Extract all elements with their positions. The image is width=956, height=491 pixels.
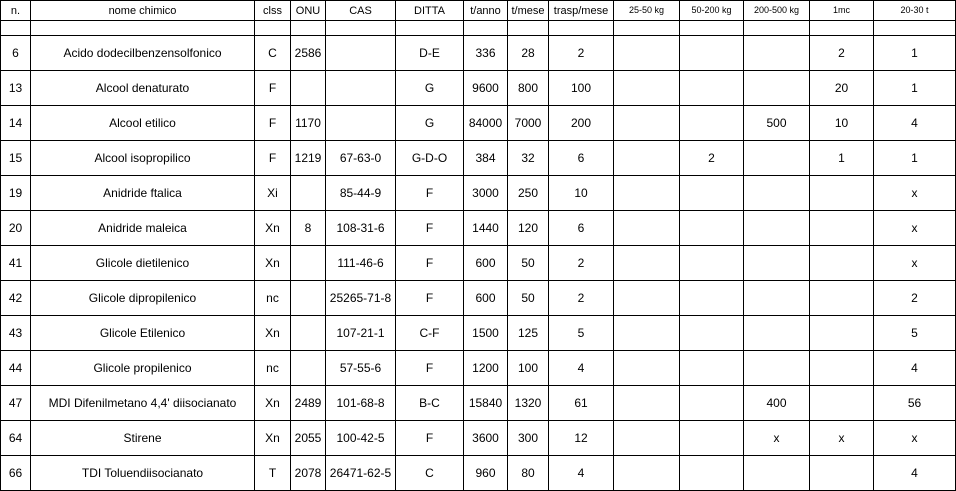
cell-200-500-kg — [744, 456, 810, 491]
cell-ditta: D-E — [396, 36, 464, 71]
col-header-trasp-mese: trasp/mese — [549, 1, 614, 21]
cell-200-500-kg: 400 — [744, 386, 810, 421]
cell-1mc — [810, 211, 874, 246]
col-header-nome-chimico: nome chimico — [31, 1, 255, 21]
cell-trasp-mese: 6 — [549, 141, 614, 176]
table-row — [1, 386, 956, 421]
cell-clss: Xn — [255, 421, 291, 456]
cell-1mc — [810, 351, 874, 386]
cell-50-200-kg — [680, 456, 744, 491]
cell-t-mese: 32 — [508, 141, 549, 176]
cell-onu: 2078 — [291, 456, 326, 491]
cell-50-200-kg — [680, 281, 744, 316]
col-header-200-500-kg: 200-500 kg — [744, 1, 810, 21]
cell-50-200-kg — [680, 211, 744, 246]
cell-20-30-t: 2 — [874, 281, 956, 316]
cell-cas: 85-44-9 — [326, 176, 396, 211]
cell-t-anno: 1440 — [464, 211, 508, 246]
cell-20-30-t: x — [874, 211, 956, 246]
col-header-1mc: 1mc — [810, 1, 874, 21]
table-row — [1, 176, 956, 211]
table-row — [1, 456, 956, 491]
cell-n: 42 — [1, 281, 31, 316]
col-header-25-50-kg: 25-50 kg — [614, 1, 680, 21]
cell-nome-chimico: Alcool etilico — [31, 106, 255, 141]
cell-clss: F — [255, 71, 291, 106]
cell-25-50-kg — [614, 281, 680, 316]
cell-n: 14 — [1, 106, 31, 141]
cell-20-30-t: 4 — [874, 106, 956, 141]
cell-20-30-t: 1 — [874, 141, 956, 176]
cell-ditta: G — [396, 106, 464, 141]
cell-50-200-kg — [680, 71, 744, 106]
cell-ditta: C — [396, 456, 464, 491]
cell-cas: 25265-71-8 — [326, 281, 396, 316]
cell-t-mese: 7000 — [508, 106, 549, 141]
cell-cas: 100-42-5 — [326, 421, 396, 456]
cell-cas — [326, 106, 396, 141]
table-row — [1, 141, 956, 176]
cell-cas — [326, 71, 396, 106]
cell-n: 43 — [1, 316, 31, 351]
cell-clss: nc — [255, 351, 291, 386]
cell-t-anno: 600 — [464, 246, 508, 281]
cell-200-500-kg — [744, 351, 810, 386]
cell-25-50-kg — [614, 36, 680, 71]
cell-25-50-kg — [614, 351, 680, 386]
cell-nome-chimico: Glicole propilenico — [31, 351, 255, 386]
cell-trasp-mese: 6 — [549, 211, 614, 246]
cell-20-30-t: 4 — [874, 351, 956, 386]
cell-25-50-kg — [614, 456, 680, 491]
cell-onu — [291, 71, 326, 106]
cell-clss: nc — [255, 281, 291, 316]
cell-25-50-kg — [614, 246, 680, 281]
col-header-clss: clss — [255, 1, 291, 21]
cell-cas: 26471-62-5 — [326, 456, 396, 491]
cell-25-50-kg — [614, 211, 680, 246]
cell-200-500-kg — [744, 316, 810, 351]
col-header-cas: CAS — [326, 1, 396, 21]
cell-1mc: 2 — [810, 36, 874, 71]
cell-clss: C — [255, 36, 291, 71]
cell-t-anno: 1200 — [464, 351, 508, 386]
cell-t-mese: 250 — [508, 176, 549, 211]
cell-200-500-kg: 500 — [744, 106, 810, 141]
cell-ditta: F — [396, 351, 464, 386]
cell-onu — [291, 246, 326, 281]
cell-onu: 8 — [291, 211, 326, 246]
cell-onu — [291, 316, 326, 351]
cell-t-anno: 336 — [464, 36, 508, 71]
cell-20-30-t: x — [874, 246, 956, 281]
cell-nome-chimico: Anidride ftalica — [31, 176, 255, 211]
cell-25-50-kg — [614, 176, 680, 211]
cell-onu — [291, 281, 326, 316]
cell-ditta: B-C — [396, 386, 464, 421]
cell-20-30-t: 56 — [874, 386, 956, 421]
cell-trasp-mese: 2 — [549, 281, 614, 316]
table-row — [1, 71, 956, 106]
cell-50-200-kg: 2 — [680, 141, 744, 176]
col-header-n: n. — [1, 1, 31, 21]
table-row — [1, 421, 956, 456]
cell-t-anno: 3600 — [464, 421, 508, 456]
cell-n: 47 — [1, 386, 31, 421]
cell-cas: 67-63-0 — [326, 141, 396, 176]
cell-50-200-kg — [680, 421, 744, 456]
cell-t-anno: 384 — [464, 141, 508, 176]
cell-clss: Xn — [255, 316, 291, 351]
col-header-20-30-t: 20-30 t — [874, 1, 956, 21]
cell-20-30-t: 1 — [874, 71, 956, 106]
cell-trasp-mese: 12 — [549, 421, 614, 456]
table-row — [1, 351, 956, 386]
cell-trasp-mese: 10 — [549, 176, 614, 211]
cell-cas: 107-21-1 — [326, 316, 396, 351]
cell-ditta: F — [396, 176, 464, 211]
cell-25-50-kg — [614, 106, 680, 141]
cell-trasp-mese: 4 — [549, 351, 614, 386]
cell-t-mese: 28 — [508, 36, 549, 71]
cell-25-50-kg — [614, 316, 680, 351]
cell-t-mese: 300 — [508, 421, 549, 456]
table-row — [1, 281, 956, 316]
cell-cas: 101-68-8 — [326, 386, 396, 421]
cell-200-500-kg — [744, 176, 810, 211]
cell-1mc: x — [810, 421, 874, 456]
cell-nome-chimico: Glicole dipropilenico — [31, 281, 255, 316]
cell-t-anno: 9600 — [464, 71, 508, 106]
cell-clss: Xn — [255, 211, 291, 246]
cell-1mc — [810, 281, 874, 316]
cell-25-50-kg — [614, 386, 680, 421]
header-row — [1, 1, 956, 21]
cell-200-500-kg — [744, 281, 810, 316]
spacer-row — [1, 21, 956, 36]
cell-50-200-kg — [680, 316, 744, 351]
col-header-t-mese: t/mese — [508, 1, 549, 21]
cell-clss: Xi — [255, 176, 291, 211]
cell-nome-chimico: MDI Difenilmetano 4,4' diisocianato — [31, 386, 255, 421]
cell-onu: 2586 — [291, 36, 326, 71]
cell-t-mese: 125 — [508, 316, 549, 351]
col-header-t-anno: t/anno — [464, 1, 508, 21]
cell-ditta: G-D-O — [396, 141, 464, 176]
cell-1mc — [810, 316, 874, 351]
cell-25-50-kg — [614, 141, 680, 176]
cell-50-200-kg — [680, 386, 744, 421]
cell-ditta: C-F — [396, 316, 464, 351]
col-header-50-200-kg: 50-200 kg — [680, 1, 744, 21]
cell-50-200-kg — [680, 106, 744, 141]
cell-n: 20 — [1, 211, 31, 246]
table-row — [1, 316, 956, 351]
cell-cas: 57-55-6 — [326, 351, 396, 386]
col-header-ditta: DITTA — [396, 1, 464, 21]
cell-nome-chimico: Stirene — [31, 421, 255, 456]
cell-200-500-kg — [744, 71, 810, 106]
cell-nome-chimico: Glicole dietilenico — [31, 246, 255, 281]
cell-nome-chimico: Alcool isopropilico — [31, 141, 255, 176]
cell-trasp-mese: 61 — [549, 386, 614, 421]
cell-ditta: G — [396, 71, 464, 106]
cell-t-anno: 15840 — [464, 386, 508, 421]
cell-200-500-kg — [744, 36, 810, 71]
table-row — [1, 211, 956, 246]
cell-20-30-t: 4 — [874, 456, 956, 491]
cell-clss: F — [255, 141, 291, 176]
cell-cas — [326, 36, 396, 71]
cell-50-200-kg — [680, 351, 744, 386]
cell-ditta: F — [396, 246, 464, 281]
cell-n: 41 — [1, 246, 31, 281]
cell-clss: F — [255, 106, 291, 141]
cell-1mc — [810, 176, 874, 211]
cell-onu: 1170 — [291, 106, 326, 141]
table-row — [1, 246, 956, 281]
cell-50-200-kg — [680, 176, 744, 211]
cell-trasp-mese: 100 — [549, 71, 614, 106]
cell-t-mese: 120 — [508, 211, 549, 246]
cell-n: 6 — [1, 36, 31, 71]
cell-1mc — [810, 246, 874, 281]
cell-n: 66 — [1, 456, 31, 491]
cell-20-30-t: x — [874, 421, 956, 456]
cell-t-anno: 84000 — [464, 106, 508, 141]
cell-ditta: F — [396, 211, 464, 246]
cell-onu: 2489 — [291, 386, 326, 421]
cell-t-mese: 80 — [508, 456, 549, 491]
table-row — [1, 36, 956, 71]
cell-t-mese: 50 — [508, 246, 549, 281]
cell-onu: 1219 — [291, 141, 326, 176]
cell-clss: Xn — [255, 246, 291, 281]
cell-25-50-kg — [614, 71, 680, 106]
cell-1mc: 1 — [810, 141, 874, 176]
cell-20-30-t: 1 — [874, 36, 956, 71]
cell-n: 15 — [1, 141, 31, 176]
cell-nome-chimico: Alcool denaturato — [31, 71, 255, 106]
cell-ditta: F — [396, 281, 464, 316]
cell-trasp-mese: 4 — [549, 456, 614, 491]
cell-50-200-kg — [680, 36, 744, 71]
cell-onu — [291, 351, 326, 386]
cell-cas: 108-31-6 — [326, 211, 396, 246]
cell-1mc: 10 — [810, 106, 874, 141]
cell-cas: 111-46-6 — [326, 246, 396, 281]
cell-nome-chimico: Acido dodecilbenzensolfonico — [31, 36, 255, 71]
cell-1mc — [810, 386, 874, 421]
cell-n: 44 — [1, 351, 31, 386]
cell-nome-chimico: Glicole Etilenico — [31, 316, 255, 351]
cell-20-30-t: 5 — [874, 316, 956, 351]
cell-onu: 2055 — [291, 421, 326, 456]
cell-trasp-mese: 2 — [549, 246, 614, 281]
cell-200-500-kg — [744, 211, 810, 246]
cell-n: 64 — [1, 421, 31, 456]
cell-n: 13 — [1, 71, 31, 106]
cell-200-500-kg — [744, 141, 810, 176]
cell-clss: Xn — [255, 386, 291, 421]
cell-t-mese: 50 — [508, 281, 549, 316]
cell-trasp-mese: 200 — [549, 106, 614, 141]
cell-t-mese: 1320 — [508, 386, 549, 421]
cell-trasp-mese: 5 — [549, 316, 614, 351]
col-header-onu: ONU — [291, 1, 326, 21]
cell-t-anno: 960 — [464, 456, 508, 491]
cell-1mc: 20 — [810, 71, 874, 106]
cell-nome-chimico: Anidride maleica — [31, 211, 255, 246]
cell-t-anno: 600 — [464, 281, 508, 316]
cell-t-mese: 800 — [508, 71, 549, 106]
cell-onu — [291, 176, 326, 211]
cell-20-30-t: x — [874, 176, 956, 211]
cell-200-500-kg: x — [744, 421, 810, 456]
cell-t-anno: 3000 — [464, 176, 508, 211]
cell-trasp-mese: 2 — [549, 36, 614, 71]
cell-clss: T — [255, 456, 291, 491]
cell-ditta: F — [396, 421, 464, 456]
cell-200-500-kg — [744, 246, 810, 281]
cell-t-anno: 1500 — [464, 316, 508, 351]
cell-50-200-kg — [680, 246, 744, 281]
cell-1mc — [810, 456, 874, 491]
cell-nome-chimico: TDI Toluendiisocianato — [31, 456, 255, 491]
cell-t-mese: 100 — [508, 351, 549, 386]
cell-25-50-kg — [614, 421, 680, 456]
cell-n: 19 — [1, 176, 31, 211]
table-row — [1, 106, 956, 141]
